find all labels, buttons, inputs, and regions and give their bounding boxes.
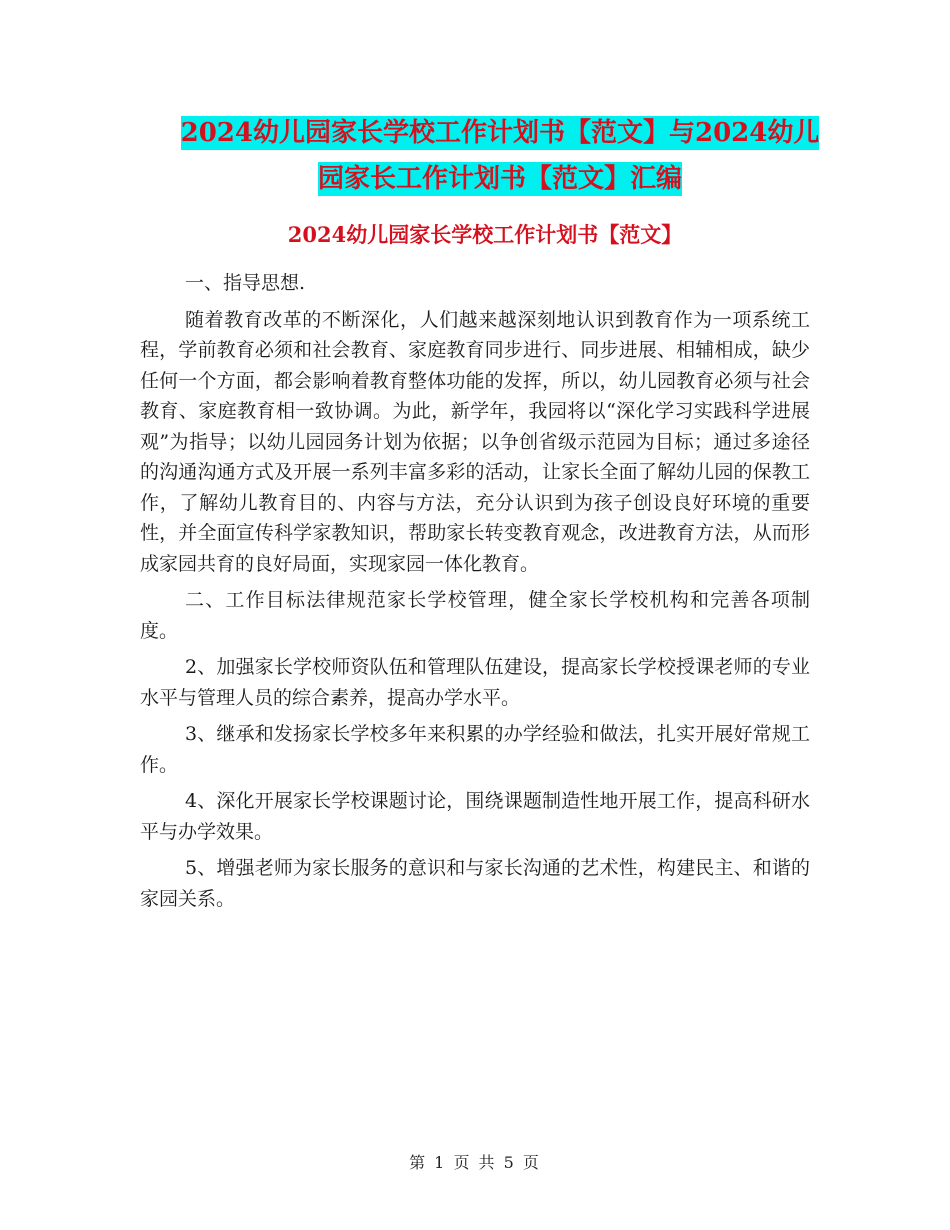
document-title [140, 110, 860, 202]
paragraph: 二、工作目标法律规范家长学校管理，健全家长学校机构和完善各项制度。 [140, 589, 810, 642]
paragraph-heading-1: 一、指导思想. [185, 272, 306, 294]
paragraph: 4、深化开展家长学校课题讨论，围绕课题制造性地开展工作，提高科研水平与办学效果。 [140, 790, 810, 843]
paragraph: 5、增强老师为家长服务的意识和与家长沟通的艺术性，构建民主、和谐的家园关系。 [140, 857, 810, 910]
title-line-1: 2024幼儿园家长学校工作计划书【范文】与2024幼儿 [180, 118, 820, 148]
section-title: 2024幼儿园家长学校工作计划书【范文】 [287, 222, 683, 247]
page-footer: 第 1 页 共 5 页 [409, 1153, 541, 1172]
title-line-2: 园家长工作计划书【范文】汇编 [317, 164, 682, 194]
paragraph: 随着教育改革的不断深化，人们越来越深刻地认识到教育作为一项系统工程，学前教育必须和社会教育、家庭教育同步进行、同步进展、相辅相成，缺少任何一个方面，都会影响着教育整体功能的发挥，所以，幼儿园教育必须与社会教育、家庭教育相一致协调。为此，新学年，我园将以“深化学习实践科学进展观”为指导；以幼儿园园务计划为依据；以争创省级示范园为目标；通过多途径的沟通沟通方式及开展一系列丰富多彩的活动，让家长全面了解幼儿园的保教工作，了解幼儿教育目的、内容与方法，充分认识到为孩子创设良好环境的重要性，并全面宣传科学家教知识，帮助家长转变教育观念，改进教育方法，从而形成家园共育的良好局面，实现家园一体化教育。 [140, 308, 810, 575]
document-body [140, 268, 810, 920]
paragraph: 3、继承和发扬家长学校多年来积累的办学经验和做法，扎实开展好常规工作。 [140, 723, 810, 776]
paragraph: 2、加强家长学校师资队伍和管理队伍建设，提高家长学校授课老师的专业水平与管理人员的综合素养，提高办学水平。 [140, 656, 810, 709]
